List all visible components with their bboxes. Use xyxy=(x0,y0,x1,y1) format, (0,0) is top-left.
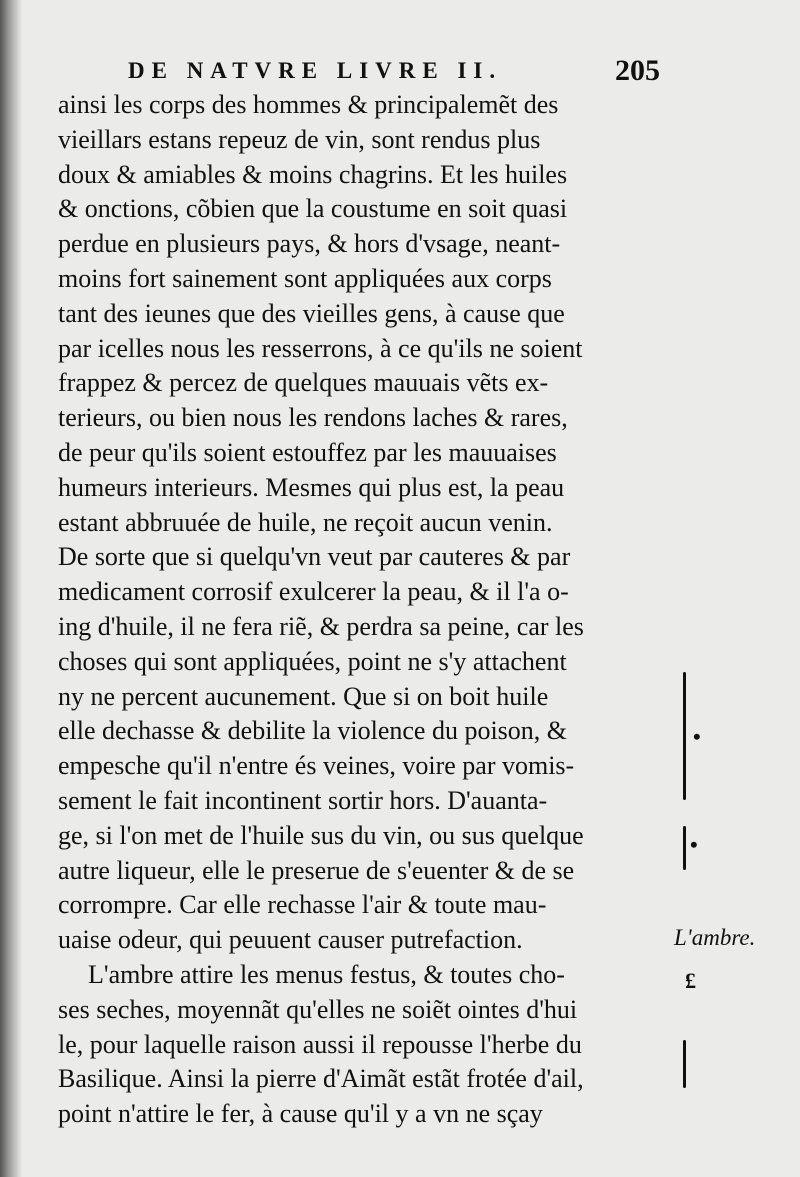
text-line: perdue en plusieurs pays, & hors d'vsage, neant- xyxy=(58,229,561,259)
text-line: estant abbruuée de huile, ne reçoit aucun venin. xyxy=(58,507,553,537)
text-line: terieurs, ou bien nous les rendons laches & rares, xyxy=(58,403,568,433)
margin-bracket xyxy=(683,672,686,800)
text-line: moins fort sainement sont appliquées aux corps xyxy=(58,263,552,293)
margin-bracket xyxy=(683,1040,686,1088)
text-line: point n'attire le fer, à cause qu'il y a vn ne sçay xyxy=(58,1099,543,1129)
text-line: ing d'huile, il ne fera riẽ, & perdra sa peine, car les xyxy=(58,611,584,641)
text-line: empesche qu'il n'entre és veines, voire par vomis- xyxy=(58,751,575,781)
text-line: ge, si l'on met de l'huile sus du vin, ou sus quelque xyxy=(58,820,584,850)
text-line: de peur qu'ils soient estouffez par les mauuaises xyxy=(58,437,557,467)
text-line: De sorte que si quelqu'vn veut par cauteres & par xyxy=(58,542,571,572)
text-line: elle dechasse & debilite la violence du poison, & xyxy=(58,716,568,746)
text-line: sement le fait incontinent sortir hors. D'auanta- xyxy=(58,785,548,815)
text-line: Basilique. Ainsi la pierre d'Aimãt estãt frotée d'ail, xyxy=(58,1064,584,1094)
margin-note: L'ambre. xyxy=(674,925,756,950)
text-line: & onctions, cõbien que la coustume en soit quasi xyxy=(58,194,568,224)
running-head xyxy=(128,54,660,88)
text-line: tant des ieunes que des vieilles gens, à cause que xyxy=(58,298,565,328)
text-block xyxy=(58,88,670,1132)
text-line: autre liqueur, elle le preserue de s'euenter & de se xyxy=(58,855,575,885)
margin-bracket xyxy=(683,826,686,870)
text-line: choses qui sont appliquées, point ne s'y attachent xyxy=(58,646,567,676)
page-number: 205 xyxy=(615,54,660,87)
text-line: doux & amiables & moins chagrins. Et les huiles xyxy=(58,159,568,189)
text-line: le, pour laquelle raison aussi il repousse l'herbe du xyxy=(58,1029,582,1059)
margin-mark: • xyxy=(690,832,698,857)
text-line: ainsi les corps des hommes & principalemẽt des xyxy=(58,90,559,119)
text-line: ses seches, moyennãt qu'elles ne soiẽt ointes d'hui xyxy=(58,994,578,1024)
text-line: corrompre. Car elle rechasse l'air & toute mau- xyxy=(58,890,547,920)
text-line: frappez & percez de quelques mauuais vẽts ex- xyxy=(58,368,549,398)
text-line: par icelles nous les resserrons, à ce qu'ils ne soient xyxy=(58,333,583,363)
text-line: humeurs interieurs. Mesmes qui plus est, la peau xyxy=(58,472,565,502)
text-line: uaise odeur, qui peuuent causer putrefaction. xyxy=(58,925,523,955)
running-title: DE NATVRE LIVRE II. xyxy=(128,58,503,83)
text-line: medicament corrosif exulcerer la peau, & il l'a o- xyxy=(58,577,569,607)
text-line: L'ambre attire les menus festus, & toutes cho- xyxy=(88,959,565,989)
margin-mark: £ xyxy=(685,968,696,993)
text-line: ny ne percent aucunement. Que si on boit huile xyxy=(58,681,549,711)
text-line: vieillars estans repeuz de vin, sont rendus plus xyxy=(58,124,541,154)
margin-mark: • xyxy=(693,724,701,749)
page-gutter-shadow xyxy=(0,0,22,1177)
